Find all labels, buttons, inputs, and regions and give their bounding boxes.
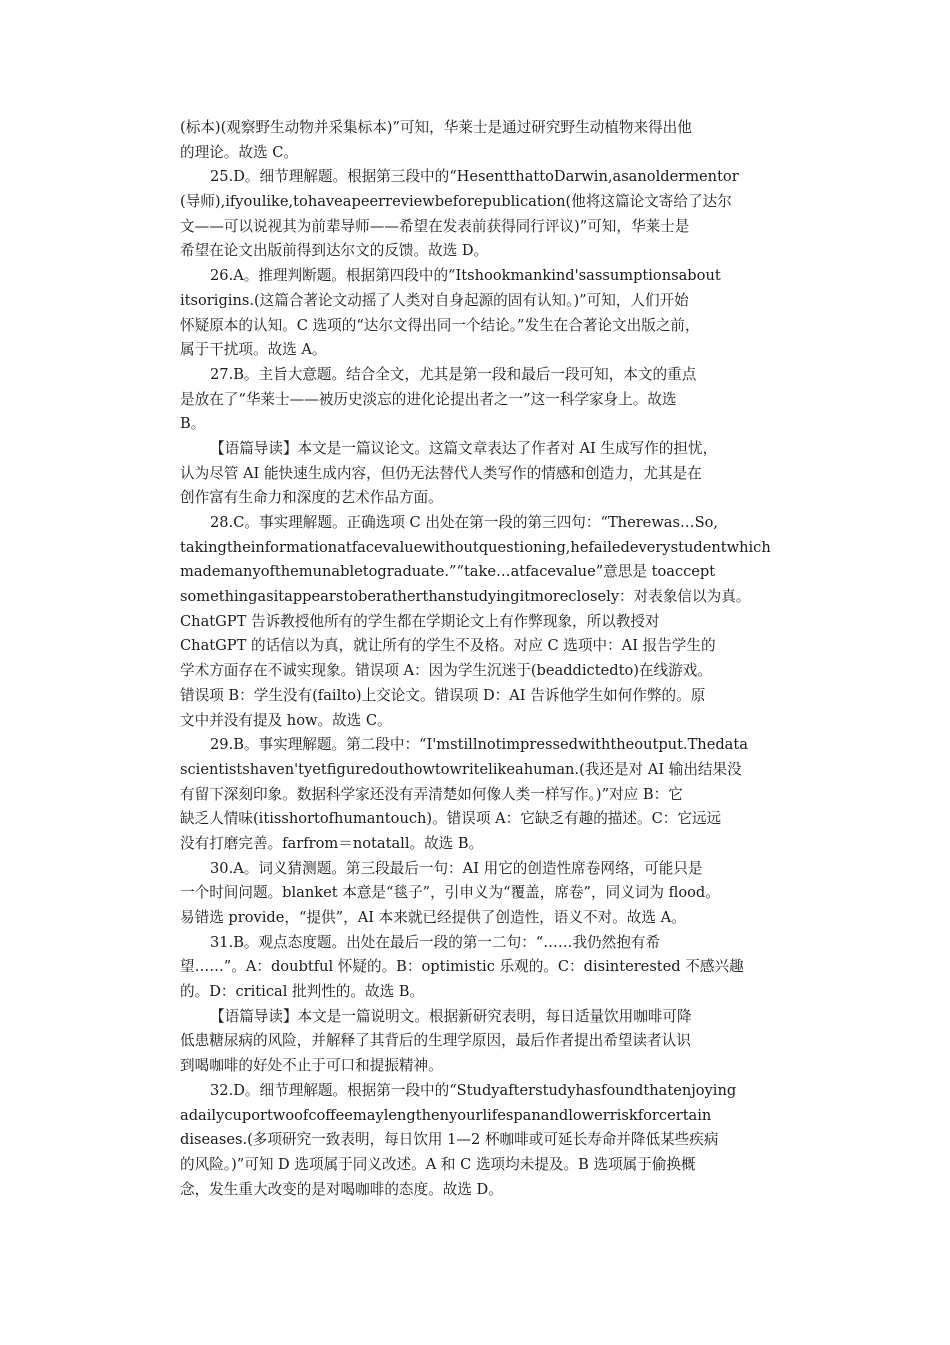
text-line: ChatGPT 的话信以为真，就让所有的学生不及格。对应 C 选项中：AI 报告学生的 <box>180 637 716 655</box>
text-line: 到喝咖啡的好处不止于可口和提振精神。 <box>180 1057 443 1075</box>
text-line: somethingasitappearstoberatherthanstudyingitmoreclosely：对表象信以为真。 <box>180 588 751 606</box>
text-line: 易错选 provide，“提供”，AI 本来就已经提供了创造性，语义不对。故选 A。 <box>180 909 686 926</box>
answer-31-line: 31.B。观点态度题。出处在最后一段的第一二句：“……我仍然抱有希 <box>210 933 661 951</box>
text-line: 有留下深刻印象。数据科学家还没有弄清楚如何像人类一样写作。)”对应 B：它 <box>180 785 683 803</box>
text-line: mademanyofthemunabletograduate.”“take…atfacevalue”意思是 toaccept <box>180 563 716 581</box>
text-line: 望……”。A：doubtful 怀疑的。B：optimistic 乐观的。C：disinterested 不感兴趣 <box>180 958 744 976</box>
text-line: 学术方面存在不诚实现象。错误项 A：因为学生沉迷于(beaddictedto)在线游戏。 <box>180 662 712 680</box>
text-line: takingtheinformationatfacevaluewithoutquestioning,hefailedeverystudentwhich <box>180 538 771 556</box>
text-line: scientistshaven'tyetfiguredouthowtowritelikeahuman.(我还是对 AI 输出结果没 <box>180 760 742 778</box>
text-line: 怀疑原本的认知。C 选项的“达尔文得出同一个结论。”发生在合著论文出版之前， <box>180 316 700 334</box>
text-line: itsorigins.(这篇合著论文动摇了人类对自身起源的固有认知。)”可知，人们开始 <box>180 291 689 309</box>
text-line: 属于干扰项。故选 A。 <box>180 341 327 359</box>
text-line: 低患糖尿病的风险，并解释了其背后的生理学原因，最后作者提出希望读者认识 <box>180 1032 691 1050</box>
answer-32-line: 32.D。细节理解题。根据第一段中的“Studyafterstudyhasfoundthatenjoying <box>210 1081 737 1099</box>
text-line: 的理论。故选 C。 <box>180 143 298 161</box>
text-line: diseases.(多项研究一致表明，每日饮用 1—2 杯咖啡或可延长寿命并降低某些疾病 <box>180 1131 719 1149</box>
answer-28-line: 28.C。事实理解题。正确选项 C 出处在第一段的第三四句：“Therewas…So, <box>210 514 719 531</box>
text-line: 文中并没有提及 how。故选 C。 <box>180 711 392 729</box>
text-line: 认为尽管 AI 能快速生成内容，但仍无法替代人类写作的情感和创造力，尤其是在 <box>180 464 702 482</box>
answer-explanations <box>180 116 780 1202</box>
text-line: B。 <box>180 415 206 433</box>
passage-guide-line: 【语篇导读】本文是一篇议论文。这篇文章表达了作者对 AI 生成写作的担忧， <box>210 439 718 457</box>
answer-25-line: 25.D。细节理解题。根据第三段中的“HesentthattoDarwin,asanoldermentor <box>210 168 739 186</box>
text-line: ChatGPT 告诉教授他所有的学生都在学期论文上有作弊现象，所以教授对 <box>180 612 660 630</box>
text-line: 文——可以说视其为前辈导师——希望在发表前获得同行评议)”可知，华莱士是 <box>180 217 690 235</box>
text-line: (导师),ifyoulike,tohaveapeerreviewbeforepublication(他将这篇论文寄给了达尔 <box>180 193 732 211</box>
text-line: 希望在论文出版前得到达尔文的反馈。故选 D。 <box>180 242 489 260</box>
answer-26-line: 26.A。推理判断题。根据第四段中的“Itshookmankind'sassumptionsabout <box>210 267 721 285</box>
answer-30-line: 30.A。词义猜测题。第三段最后一句：AI 用它的创造性席卷网络，可能只是 <box>210 859 703 877</box>
text-line: adailycuportwoofcoffeemaylengthenyourlifespanandlowerriskforcertain <box>180 1106 712 1124</box>
text-line: 的。D：critical 批判性的。故选 B。 <box>180 983 425 1001</box>
text-line: 一个时间问题。blanket 本意是“毯子”，引申义为“覆盖，席卷”，同义词为 flood。 <box>180 884 720 902</box>
answer-29-line: 29.B。事实理解题。第二段中：“I'mstillnotimpressedwiththeoutput.Thedata <box>210 736 748 754</box>
text-line: 创作富有生命力和深度的艺术作品方面。 <box>180 489 443 507</box>
answer-27-line: 27.B。主旨大意题。结合全文，尤其是第一段和最后一段可知，本文的重点 <box>210 365 697 383</box>
text-line: 错误项 B：学生没有(failto)上交论文。错误项 D：AI 告诉他学生如何作弊的。原 <box>180 686 706 704</box>
text-line: 是放在了“华莱士——被历史淡忘的进化论提出者之一”这一科学家身上。故选 <box>180 390 677 408</box>
text-line: 的风险。)”可知 D 选项属于同义改述。A 和 C 选项均未提及。B 选项属于偷换概 <box>180 1155 696 1173</box>
text-line: 没有打磨完善。farfrom＝notatall。故选 B。 <box>180 834 484 852</box>
text-line: 缺乏人情味(itisshortofhumantouch)。错误项 A：它缺乏有趣的描述。C：它远远 <box>180 810 722 828</box>
text-line: 念，发生重大改变的是对喝咖啡的态度。故选 D。 <box>180 1180 503 1198</box>
text-line: (标本)(观察野生动物并采集标本)”可知，华莱士是通过研究野生动植物来得出他 <box>180 119 692 136</box>
passage-guide-line: 【语篇导读】本文是一篇说明文。根据新研究表明，每日适量饮用咖啡可降 <box>210 1007 692 1025</box>
